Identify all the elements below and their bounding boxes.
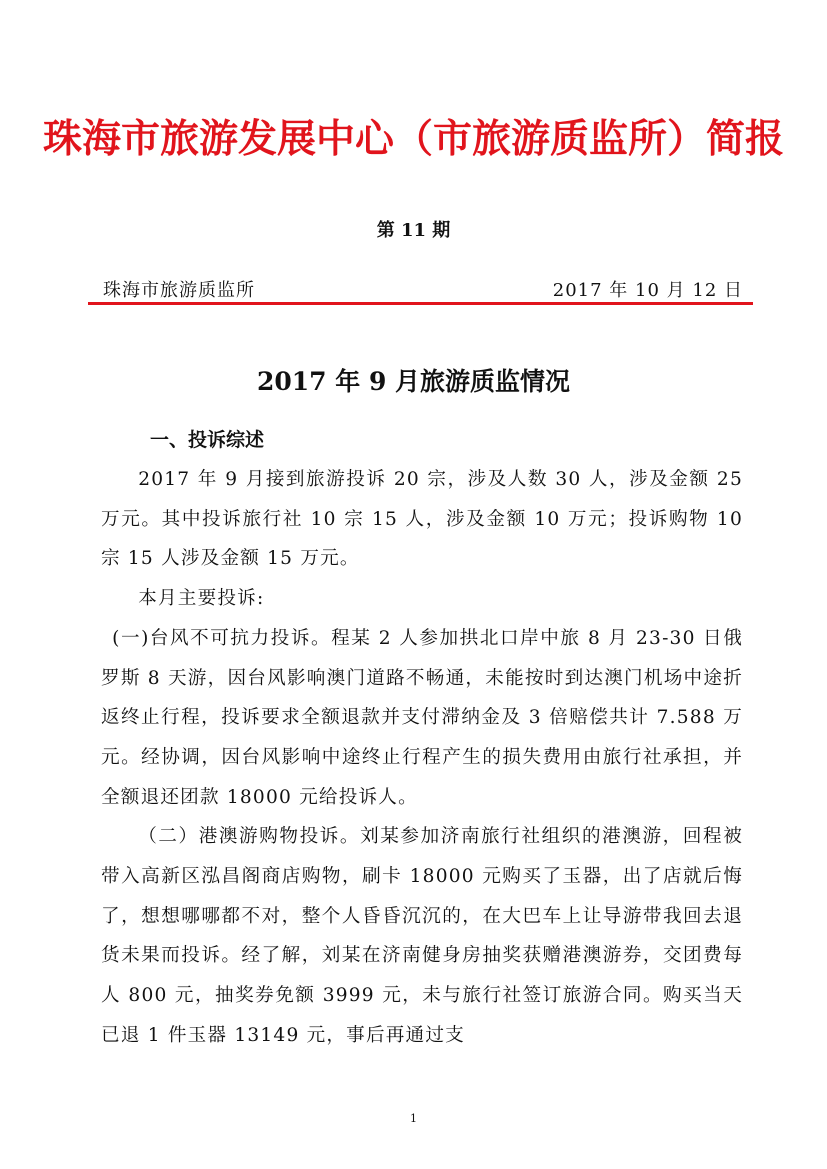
page-number: 1 xyxy=(410,1112,417,1125)
body-text xyxy=(101,460,743,1056)
section-heading: 一、投诉综述 xyxy=(150,429,265,451)
document-title: 2017 年 9 月旅游质监情况 xyxy=(256,367,571,396)
summary-paragraph: 2017 年 9 月接到旅游投诉 20 宗，涉及人数 30 人，涉及金额 25 万元。其中投诉旅行社 10 宗 15 人，涉及金额 10 万元；投诉购物 10 宗 15 人涉及金额 15 万元。 xyxy=(101,469,743,570)
issue-date: 2017 年 10 月 12 日 xyxy=(552,280,743,301)
header-divider xyxy=(88,302,753,305)
newsletter-masthead: 珠海市旅游发展中心（市旅游质监所）简报 xyxy=(42,117,784,162)
issue-number: 第 11 期 xyxy=(376,220,451,241)
complaint-typhoon-paragraph: (一)台风不可抗力投诉。程某 2 人参加拱北口岸中旅 8 月 23-30 日俄罗斯 8 天游，因台风影响澳门道路不畅通，未能按时到达澳门机场中途折返终止行程，投诉要求全额退款并支付滞纳金及 3 倍赔偿共计 7.588 万元。经协调，因台风影响中途终止行程产生的损失费用由旅行社承担，并全额退还团款 18000 元给投诉人。 xyxy=(101,627,743,808)
complaint-shopping-paragraph: （二）港澳游购物投诉。刘某参加济南旅行社组织的港澳游，回程被带入高新区泓昌阁商店购物，刷卡 18000 元购买了玉器，出了店就后悔了，想想哪哪都不对，整个人昏昏沉沉的，在大巴车上让导游带我回去退货未果而投诉。经了解，刘某在济南健身房抽奖获赠港澳游券，交团费每人 800 元，抽奖券免额 3999 元，未与旅行社签订旅游合同。购买当天已退 1 件玉器 13149 元，事后再通过支 xyxy=(101,826,743,1046)
issuer-name: 珠海市旅游质监所 xyxy=(103,280,255,301)
main-complaints-label: 本月主要投诉: xyxy=(138,588,265,610)
